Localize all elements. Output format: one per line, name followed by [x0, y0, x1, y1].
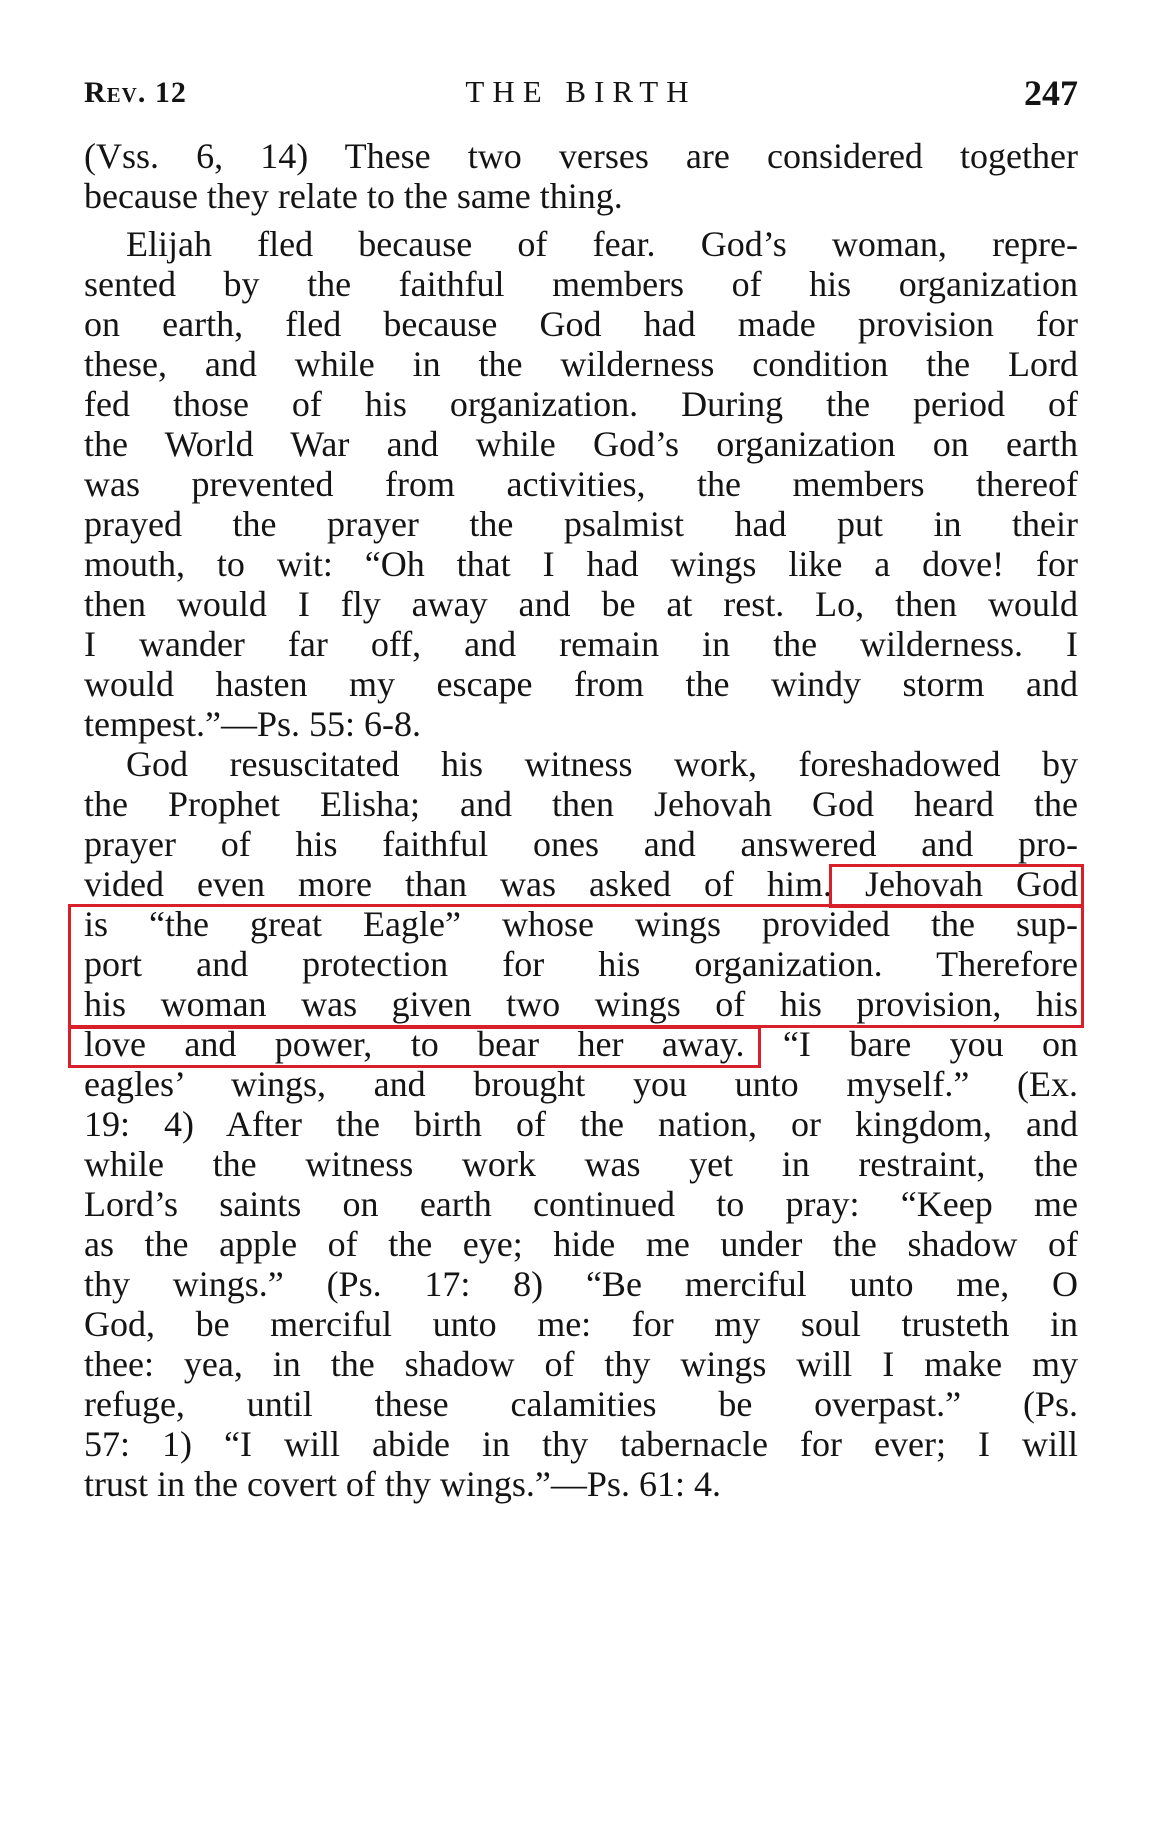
text-line: prayed the prayer the psalmist had put in their	[84, 504, 1078, 544]
text-line: these, and while in the wilderness condition the Lord	[84, 344, 1078, 384]
text-line: 57: 1) “I will abide in thy tabernacle for ever; I will	[84, 1424, 1078, 1464]
running-header	[84, 70, 1078, 118]
text-line: was prevented from activities, the members thereof	[84, 464, 1078, 504]
text-line: as the apple of the eye; hide me under the shadow of	[84, 1224, 1078, 1264]
text-line: eagles’ wings, and brought you unto myself.” (Ex.	[84, 1064, 1078, 1104]
text-line: thy wings.” (Ps. 17: 8) “Be merciful unto me, O	[84, 1264, 1078, 1304]
text-line: (Vss. 6, 14) These two verses are considered together	[84, 136, 1078, 176]
text-line: vided even more than was asked of him. Jehovah God	[84, 864, 1078, 904]
text-line: sented by the faithful members of his organization	[84, 264, 1078, 304]
text-line: while the witness work was yet in restraint, the	[84, 1144, 1078, 1184]
text-line: then would I fly away and be at rest. Lo, then would	[84, 584, 1078, 624]
text-line: because they relate to the same thing.	[84, 176, 623, 216]
text-line: God resuscitated his witness work, foreshadowed by	[126, 744, 1078, 784]
text-line: I wander far off, and remain in the wilderness. I	[84, 624, 1078, 664]
chapter-reference: Rev. 12	[84, 76, 187, 109]
text-line: port and protection for his organization. Therefore	[84, 944, 1078, 984]
text-line: Elijah fled because of fear. God’s woman, repre-	[126, 224, 1078, 264]
text-line: God, be merciful unto me: for my soul trusteth in	[84, 1304, 1078, 1344]
text-line: 19: 4) After the birth of the nation, or kingdom, and	[84, 1104, 1078, 1144]
text-line: is “the great Eagle” whose wings provided the sup-	[84, 904, 1078, 944]
text-line: the World War and while God’s organization on earth	[84, 424, 1078, 464]
text-line: trust in the covert of thy wings.”—Ps. 61: 4.	[84, 1464, 721, 1504]
text-line: refuge, until these calamities be overpast.” (Ps.	[84, 1384, 1078, 1424]
text-line: fed those of his organization. During the period of	[84, 384, 1078, 424]
text-line: would hasten my escape from the windy storm and	[84, 664, 1078, 704]
text-line: Lord’s saints on earth continued to pray: “Keep me	[84, 1184, 1078, 1224]
text-line: his woman was given two wings of his provision, his	[84, 984, 1078, 1024]
page-number: 247	[1024, 73, 1078, 113]
text-line: thee: yea, in the shadow of thy wings will I make my	[84, 1344, 1078, 1384]
text-line: on earth, fled because God had made provision for	[84, 304, 1078, 344]
running-title: THE BIRTH	[465, 74, 697, 109]
text-line: mouth, to wit: “Oh that I had wings like a dove! for	[84, 544, 1078, 584]
text-line: prayer of his faithful ones and answered and pro-	[84, 824, 1078, 864]
text-line: the Prophet Elisha; and then Jehovah God heard the	[84, 784, 1078, 824]
text-line: tempest.”—Ps. 55: 6-8.	[84, 704, 421, 744]
text-line: love and power, to bear her away. “I bare you on	[84, 1024, 1078, 1064]
